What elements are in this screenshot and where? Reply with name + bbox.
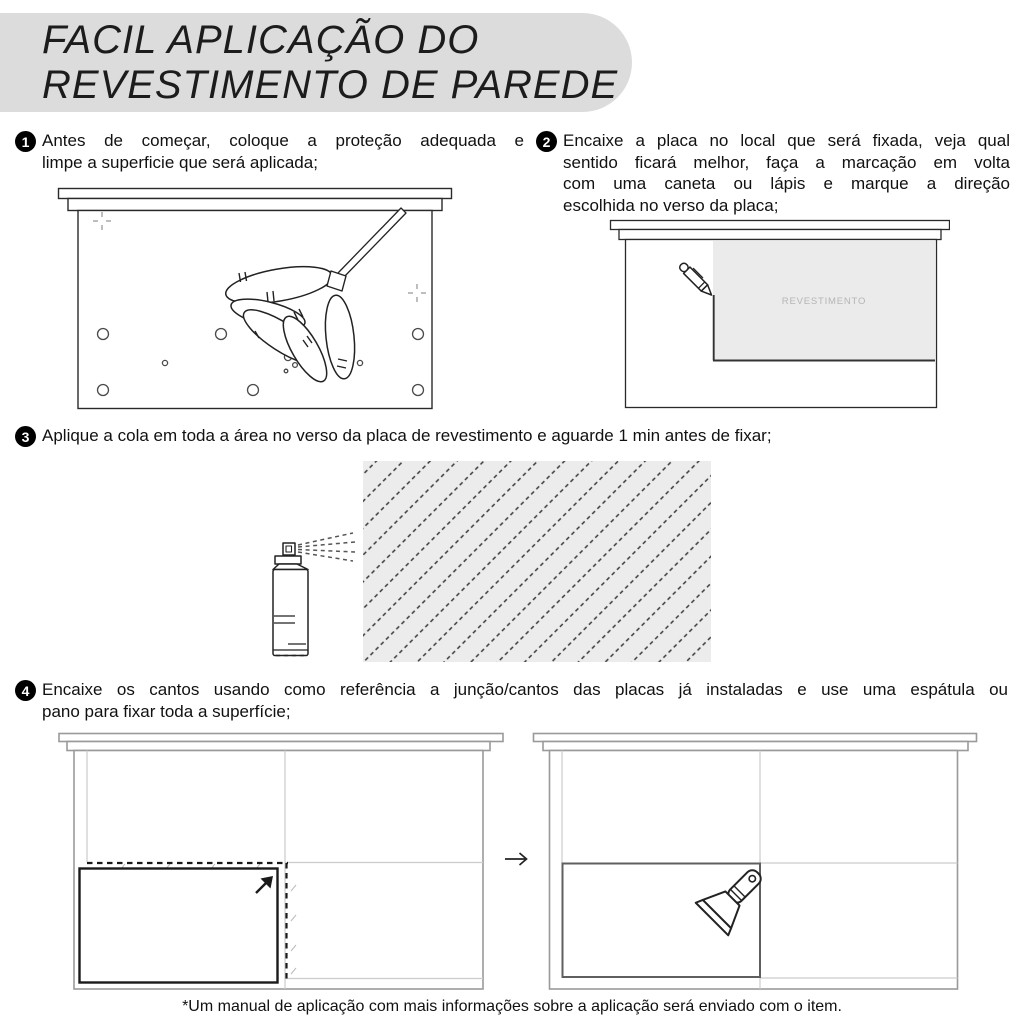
spray-mist	[298, 533, 355, 561]
illustration-fit-corner	[50, 731, 506, 997]
footer-note: *Um manual de aplicação com mais informações sobre a aplicação será enviado com o item.	[182, 998, 842, 1015]
illustration-mark-panel	[605, 218, 950, 414]
page-title-line-1: FACIL APLICAÇÃO DO	[42, 18, 480, 62]
step-4-badge: 4	[15, 680, 36, 701]
step-4-line-1: Encaixe os cantos usando como referência a junção/cantos das placas já instaladas e use uma espátula ou	[42, 680, 1008, 699]
glue-hatch-panel	[363, 461, 711, 662]
step-3-text	[42, 425, 952, 447]
step-4-text	[42, 679, 1008, 722]
spray-can-icon	[258, 531, 378, 666]
coating-panel-label: REVESTIMENTO	[781, 296, 867, 307]
step-2-text	[563, 130, 1010, 216]
step-2-line-2: sentido ficará melhor, faça a marcação em volta	[563, 152, 1010, 172]
step-1-line-1: Antes de começar, coloque a proteção adequada e	[42, 131, 524, 150]
illustration-smooth-panel	[528, 731, 984, 997]
step-1-badge: 1	[15, 131, 36, 152]
step-4-line-2: pano para fixar toda a superfície;	[42, 701, 291, 721]
page-title-line-2: REVESTIMENTO DE PAREDE	[42, 63, 619, 107]
step-2-line-4: escolhida no verso da placa;	[563, 195, 779, 215]
step-2-badge: 2	[536, 131, 557, 152]
illustration-clean-wall	[55, 185, 455, 417]
step-1-text	[42, 130, 524, 173]
title-banner	[0, 13, 632, 112]
new-panel	[80, 869, 278, 983]
step-2-line-1: Encaixe a placa no local que será fixada, veja qual	[563, 131, 1010, 150]
step-1-line-2: limpe a superficie que será aplicada;	[42, 152, 318, 172]
step-2-line-3: com uma caneta ou lápis e marque a direção	[563, 174, 1010, 193]
step-3-line-1: Aplique a cola em toda a área no verso da placa de revestimento e aguarde 1 min antes de fixar;	[42, 426, 772, 445]
step-3-badge: 3	[15, 426, 36, 447]
